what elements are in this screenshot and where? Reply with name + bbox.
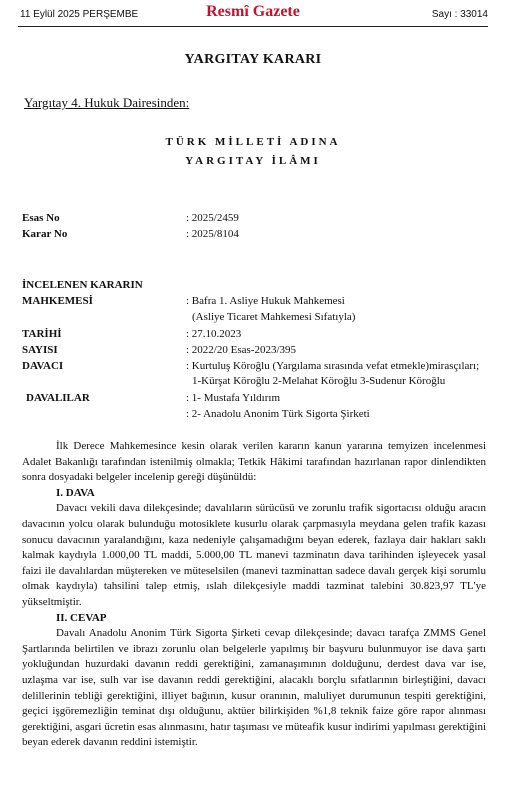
defendant-1: : 1- Mustafa Yıldırım [186, 392, 280, 404]
court-label: MAHKEMESİ [22, 295, 93, 307]
gazette-header [0, 0, 506, 26]
karar-value: : 2025/8104 [186, 228, 239, 240]
section-heading-cevap: II. CEVAP [56, 611, 107, 624]
date-value: : 27.10.2023 [186, 328, 242, 340]
esas-value: : 2025/2459 [186, 212, 239, 224]
karar-label: Karar No [22, 228, 68, 240]
number-value: : 2022/20 Esas-2023/395 [186, 344, 296, 356]
defendant-2: : 2- Anadolu Anonim Türk Sigorta Şirketi [186, 408, 370, 420]
issue-number: Sayı : 33014 [431, 9, 488, 20]
nation-line-1: TÜRK MİLLETİ ADINA [165, 136, 341, 148]
nation-line-2: YARGITAY İLÂMI [185, 155, 321, 167]
defendants-label: DAVALILAR [26, 392, 90, 404]
header-rule [18, 26, 488, 27]
reviewed-label: İNCELENEN KARARIN [22, 279, 143, 291]
section-heading-dava: I. DAVA [56, 486, 95, 499]
page-title: YARGITAY KARARI [184, 52, 322, 67]
gazette-name: Resmî Gazete [206, 3, 300, 20]
chamber-name: Yargıtay 4. Hukuk Dairesinden: [24, 95, 190, 110]
cevap-paragraph: Davalı Anadolu Anonim Türk Sigorta Şirketi cevap dilekçesinde; davacı tarafça ZMMS Genel Şartlarında belirtilen ve ibrazı zorunlu olan belgelerle yapılmış bir başvuru bulunmuyor ise dava şartı yokluğundan huzurdaki davanın reddi gerektiğini, zamanaşımının dolduğunu, derdest dava var ise, uzlaşma var ise, sulh var ise davanın reddi gerektiğini, alacaklı borçlu sıfatlarının birleştiğini, davacı delillerinin tebliği gerektiğini, illiyet bağının, kusur oranının, maluliyet durumunun tespiti gerektiğini, geçici işgöremezliğin teminat dışı olduğunu, aktüer bilirkişiden %1,8 teknik faize göre rapor alınması gerektiğini, asgari ücretin esas alınmasını, hatır taşıması ve müteafik kusur indirimi yapılması gerektiğini beyan ederek davanın reddini istemiştir. [22, 627, 486, 749]
date-label: TARİHİ [22, 328, 62, 340]
header-date: 11 Eylül 2025 PERŞEMBE [20, 9, 139, 20]
plaintiff-label: DAVACI [22, 360, 64, 372]
court-value: : Bafra 1. Asliye Hukuk Mahkemesi [186, 295, 345, 307]
number-label: SAYISI [22, 344, 58, 356]
plaintiff-value: : Kurtuluş Köroğlu (Yargılama sırasında vefat etmekle)mirasçıları; [186, 360, 480, 372]
plaintiff-heirs: 1-Kürşat Köroğlu 2-Melahat Köroğlu 3-Sudenur Köroğlu [192, 375, 446, 387]
court-value-sub: (Asliye Ticaret Mahkemesi Sıfatıyla) [192, 311, 356, 323]
esas-label: Esas No [22, 212, 60, 224]
intro-paragraph: İlk Derece Mahkemesince kesin olarak verilen kararın kanun yararına temyizen incelenmesi Adalet Bakanlığı tarafından istenilmiş olmakla; Tetkik Hâkimi tarafından hazırlanan rapor dinlendikten sonra dosyadaki belgeler incelenip gereği düşünüldü: [22, 440, 486, 484]
dava-paragraph: Davacı vekili dava dilekçesinde; davalıların sürücüsü ve zorunlu trafik sigortacısı olduğu aracın davacının yolcu olarak bulunduğu motosiklete kusurlu olarak çarpmasıyla meydana gelen trafik kazası sonucu davacının yaralandığını, kaza nedeniyle çalışamadığını beyan ederek, fazlaya dair hakları saklı kalmak kaydıyla 1.000,00 TL maddi, 5.000,00 TL manevi tazminatın dava tarihinden işleyecek yasal faizi ile davalılardan müştereken ve müteselsilen (manevi tazminattan sadece davalı gerçek kişi sorumlu olmak kaydıyla) tahsilini talep etmiş, ıslah dilekçesiyle maddi tazminat talebini 30.823,97 TL'ye yükseltmiştir. [22, 502, 486, 608]
decision-body [22, 439, 486, 751]
